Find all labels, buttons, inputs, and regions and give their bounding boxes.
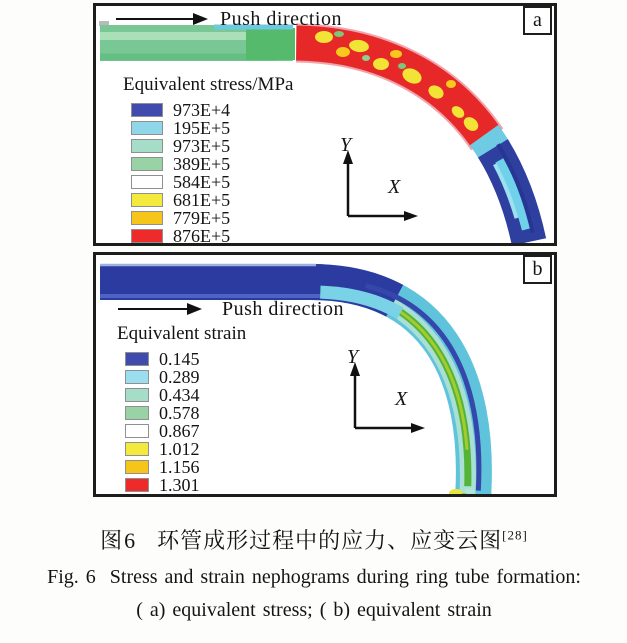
reference-superscript: [28] xyxy=(502,527,528,543)
axis-y-label: Y xyxy=(347,346,359,368)
legend-row xyxy=(123,155,293,173)
legend-title: Equivalent stress/MPa xyxy=(123,74,294,95)
legend-value: 584E+5 xyxy=(173,171,231,192)
legend-value: 681E+5 xyxy=(173,189,231,210)
legend-swatch xyxy=(131,121,163,135)
coordinate-axes-b xyxy=(333,346,433,438)
axis-y-label: Y xyxy=(340,134,352,156)
legend-value: 389E+5 xyxy=(173,153,231,174)
figure-number-en: Fig. 6 xyxy=(47,566,96,588)
axis-x-label: X xyxy=(395,388,408,410)
legend-value: 0.867 xyxy=(159,420,200,441)
legend-swatch xyxy=(125,370,149,384)
legend-value: 1.156 xyxy=(159,456,200,477)
panel-b-strain xyxy=(93,252,557,497)
legend-row xyxy=(117,404,246,422)
axis-x-label: X xyxy=(388,176,401,198)
legend-swatch xyxy=(131,193,163,207)
legend-swatch xyxy=(125,424,149,438)
legend-swatch xyxy=(131,229,163,243)
push-direction-label: Push direction xyxy=(220,7,342,30)
caption-title-cn: 环管成形过程中的应力、应变云图 xyxy=(157,528,503,553)
push-direction-annotation-b xyxy=(116,297,344,321)
legend-value: 876E+5 xyxy=(173,225,231,246)
coordinate-axes-a xyxy=(326,134,426,226)
legend-value: 973E+5 xyxy=(173,135,231,156)
legend-swatch xyxy=(131,139,163,153)
legend-title: Equivalent strain xyxy=(117,323,247,344)
legend-row xyxy=(123,209,293,227)
caption-english-line2 xyxy=(14,599,614,622)
legend-value: 779E+5 xyxy=(173,207,231,228)
legend-row xyxy=(117,458,246,476)
legend-row xyxy=(117,368,246,386)
push-arrow-icon xyxy=(114,8,209,30)
legend-row xyxy=(117,422,246,440)
legend-value: 195E+5 xyxy=(173,117,231,138)
strain-legend xyxy=(117,321,246,494)
panel-a-stress xyxy=(93,3,557,246)
push-direction-annotation-a xyxy=(114,7,342,31)
legend-row xyxy=(117,386,246,404)
legend-row xyxy=(123,101,293,119)
legend-value: 0.145 xyxy=(159,348,200,369)
legend-swatch xyxy=(131,157,163,171)
legend-value: 973E+4 xyxy=(173,99,231,120)
legend-swatch xyxy=(125,478,149,492)
legend-swatch xyxy=(125,460,149,474)
legend-swatch xyxy=(125,406,149,420)
stress-legend xyxy=(123,72,293,245)
legend-row xyxy=(123,173,293,191)
caption-english-line1 xyxy=(14,566,614,589)
panel-label-b: b xyxy=(523,255,552,284)
legend-swatch xyxy=(131,211,163,225)
caption-title-en: Stress and strain nephograms during ring tube formation: xyxy=(109,566,581,588)
panel-label-a: a xyxy=(523,6,552,35)
legend-row xyxy=(117,350,246,368)
legend-swatch xyxy=(131,103,163,117)
legend-value: 0.289 xyxy=(159,366,200,387)
legend-row xyxy=(117,476,246,494)
caption-chinese xyxy=(14,524,614,555)
legend-swatch xyxy=(125,442,149,456)
legend-row xyxy=(123,227,293,245)
legend-swatch xyxy=(125,388,149,402)
legend-row xyxy=(123,119,293,137)
legend-value: 1.012 xyxy=(159,438,200,459)
legend-row xyxy=(123,191,293,209)
legend-row xyxy=(123,137,293,155)
legend-swatch xyxy=(131,175,163,189)
push-direction-label: Push direction xyxy=(222,297,344,320)
legend-swatch xyxy=(125,352,149,366)
legend-value: 0.434 xyxy=(159,384,200,405)
legend-row xyxy=(117,440,246,458)
figure-number-cn: 图6 xyxy=(100,528,138,553)
push-arrow-icon xyxy=(116,298,211,320)
legend-value: 1.301 xyxy=(159,474,200,495)
subcaption-text: ( a) equivalent stress; ( b) equivalent strain xyxy=(136,599,492,621)
legend-value: 0.578 xyxy=(159,402,200,423)
